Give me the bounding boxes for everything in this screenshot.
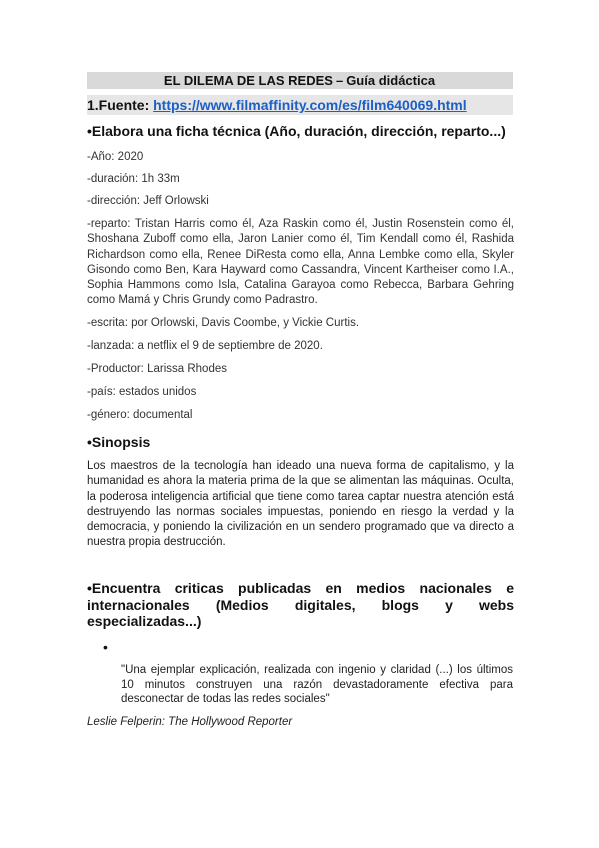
ficha-lanzada: -lanzada: a netflix el 9 de septiembre de 2020. — [87, 340, 323, 352]
title-subtitle: Guía didáctica — [346, 73, 436, 88]
criticas-heading: •Encuentra criticas publicadas en medios nacionales e internacionales (Medios digitales, blogs y webs especializadas...) — [87, 580, 514, 629]
ficha-direccion: -dirección: Jeff Orlowski — [87, 195, 209, 207]
fuente-label: 1.Fuente: — [87, 97, 150, 113]
ficha-pais: -país: estados unidos — [87, 386, 197, 398]
ficha-escrita: -escrita: por Orlowski, Davis Coombe, y Vickie Curtis. — [87, 317, 360, 329]
fuente-line — [87, 96, 467, 114]
quote-list-bullet: • — [103, 639, 108, 655]
ficha-genero: -género: documental — [87, 409, 193, 421]
title-separator: – — [335, 73, 344, 88]
quote-attribution: Leslie Felperin: The Hollywood Reporter — [87, 716, 293, 728]
title-main: EL DILEMA DE LAS REDES — [163, 73, 333, 88]
ficha-reparto: -reparto: Tristan Harris como él, Aza Raskin como él, Justin Rosenstein como él, Shoshana Zuboff como ella, Jaron Lanier como él, Tim Kendall como él, Rashida Richardson como ella, Renee DiResta como ella, Anna Lembke como ella, Skyler Gisondo como Ben, Kara Hayward como Cassandra, Vincent Kartheiser como I.A., Sophia Hammons como Isla, Catalina Garayoa como Rebecca, Barbara Gehring como Mamá y Chris Grundy como Padrastro. — [87, 218, 514, 307]
fuente-link[interactable]: https://www.filmaffinity.com/es/film640069.html — [153, 97, 467, 113]
ficha-heading: •Elabora una ficha técnica (Año, duración, dirección, reparto...) — [87, 123, 506, 139]
ficha-anio: -Año: 2020 — [87, 151, 144, 163]
ficha-productor: -Productor: Larissa Rhodes — [87, 363, 227, 375]
sinopsis-text: Los maestros de la tecnología han ideado una nueva forma de capitalismo, y la humanidad es ahora la materia prima de la que se alimentan las máquinas. Oculta, la poderosa inteligencia artificial que tiene como tarea captar nuestra atención está destruyendo las normas sociales impuestas, poniendo en riesgo la verdad y la democracia, y poniendo la civilización en un sendero programado que va directo a nuestra propia destrucción. — [87, 460, 514, 549]
sinopsis-heading: •Sinopsis — [87, 434, 151, 450]
critic-quote: "Una ejemplar explicación, realizada con ingenio y claridad (...) los últimos 10 minutos construyen una razón devastadoramente efectiva para desconectar de todas las redes sociales" — [121, 664, 513, 705]
ficha-duracion: -duración: 1h 33m — [87, 173, 180, 185]
page-title — [0, 73, 599, 88]
